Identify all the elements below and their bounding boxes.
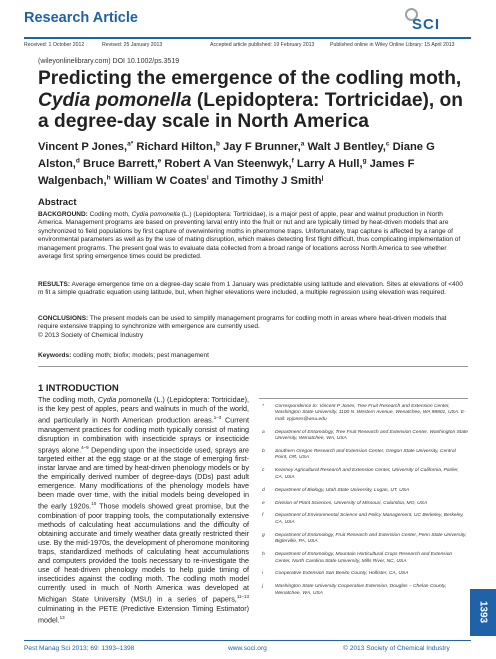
abstract-conclusions: CONCLUSIONS: The present models can be used to simplify management programs for codling moth in areas where heat-driven models that require extensive trapping to synchronize with emergence are currently used. © 2013 Society of Chemical Industry [38, 315, 447, 339]
section-divider [38, 366, 468, 367]
list-item: i Cooperative Extension San Benito County, Hollister, CA, USA [262, 571, 409, 577]
dates-row [24, 42, 471, 52]
author: Jay F Brunner,$^a$ [223, 140, 305, 153]
page-number-tab [470, 589, 496, 636]
revised-date: Revised: 25 January 2013 [102, 42, 163, 48]
author: William W Coates$^i$ [113, 174, 209, 188]
journal-citation: Pest Manag Sci 2013; 69: 1393–1398 [24, 645, 135, 652]
author-list [38, 137, 468, 189]
keywords-line: Keywords: codling moth; biofix; models; pest management [38, 352, 209, 359]
header-rule [24, 37, 471, 39]
footer-copyright: © 2013 Society of Chemical Industry [343, 645, 450, 652]
footer-rule [24, 640, 471, 641]
logo-text: SCI [412, 16, 441, 33]
author: James F Walgenbach,$^h$ [38, 157, 415, 188]
list-item: e Division of Plant Sciences, University of Missouri, Columbia, MO, USA [262, 500, 428, 506]
list-item: a Department of Entomology, Tree Fruit Research and Extension Center, Washington State University, Wenatchee, WA, USA [262, 429, 469, 442]
author: Vincent P Jones,$^{a*}$ [38, 140, 134, 153]
title-species: Cydia pomonella [38, 89, 192, 111]
list-item: j Washington State University Cooperative Extension, Douglas – Chelan County, Wenatchee, WA, USA [262, 584, 447, 596]
author: Richard Hilton,$^b$ [136, 140, 220, 153]
author: Bruce Barrett,$^e$ [83, 157, 162, 170]
abstract-heading: Abstract [38, 197, 77, 208]
list-item: g Department of Entomology, Fruit Research and Extension Center, Penn State University, Biglerville, PA, USA [262, 532, 467, 545]
section-label: Research Article [24, 10, 138, 26]
author: Walt J Bentley,$^c$ [307, 140, 390, 153]
author: and Timothy J Smith$^j$ [211, 174, 324, 188]
title-line-1: Predicting the emergence of the codling moth, [38, 68, 462, 89]
affiliation-list [262, 404, 468, 604]
list-item: * Correspondence to: Vincent P Jones, Tree Fruit Research and Extension Center, Washington State University, 1100 N. Western Avenue, Wenatchee, WA 98801, USA. E-mail: vpjones@wsu.edu [262, 404, 466, 422]
journal-url-link[interactable]: www.soci.org [228, 645, 267, 652]
sci-logo [403, 7, 465, 33]
article-title [38, 68, 468, 133]
intro-heading: 1 INTRODUCTION [38, 383, 119, 394]
intro-paragraph: The codling moth, Cydia pomonella (L.) (Lepidoptera: Tortricidae), is the key pest of apples, pears and walnuts in much of the world, and particularly in North American production areas.$^{1-3}$ Current management practices for codling moth typically consist of mating disruption in combination with insecticide sprays or insecticide sprays alone.$^{4-9}$ Depending upon the insecticide used, sprays are targeted either at the egg stage or at the stage of emerging first-instar larvae and are timed by heat-driven phenology models or by the empirically derived number of degree-days (DDs) past adult emergence. Many modifications of the phenology models have been made over time, with the initial models being developed in the early 1920s.$^{10}$ Those models showed great promise, but the combination of poor trapping tools, the computationally extensive methods of calculating heat accumulations and the difficulty of obtaining accurate and timely weather data greatly restricted their use. By the mid-1970s, the development of pheromone monitoring traps, standardized methods of calculating heat accumulations and computers provided the tools necessary to re-investigate the use of heat-driven phenology models to help guide timing of insecticides against the codling moth. The codling moth model currently used in much of North America was developed at Michigan State University (MSU) in a series of papers,$^{11-13}$ culminating in the PETE (Predictive Extension Timing Estimator) model.$^{13}$ [38, 395, 249, 625]
abstract-results: RESULTS: Average emergence time on a degree-day scale from 1 January was predictable using latitude and elevation. Sites at elevations of <400 m fit a simple quadratic equation using latitude, but, when higher elevations were included, a multiple regression using elevation was required. [38, 281, 463, 297]
abstract-background: BACKGROUND: Codling moth, Cydia pomonella (L.) (Lepidoptera: Tortricidae), is a major pest of apple, pear and walnut production in North America. Management programs are based on preventing larval entry into the fruit or nut and are typically timed by heat-driven models that are synchronized to field populations by first capture of overwintering moths in pheromone traps. Unfortunately, trap capture is affected by a range of environmental parameters as well as by the use of mating disruption, which makes detecting first flight difficult, thus complicating implementation of management programs. The present goal was to evaluate data collected from a broad range of locations across North America to see whether average first spring emergence times could be predicted. [38, 211, 461, 261]
published-date: Published online in Wiley Online Library: 15 April 2013 [330, 42, 455, 48]
title-line-2: (Lepidoptera: Tortricidae), on [191, 89, 464, 111]
author: Robert A Van Steenwyk,$^f$ [164, 157, 294, 170]
page-number: 1393 [477, 600, 489, 624]
received-date: Received: 1 October 2012 [24, 42, 85, 48]
list-item: b Southern Oregon Research and Extension Center, Oregon State University, Central Point, OR, USA [262, 449, 456, 461]
abstract-copyright: © 2013 Society of Chemical Industry [38, 331, 144, 339]
list-item: c Kearney Agricultural Research and Extension Center, University of California, Parlier, CA, USA [262, 468, 459, 480]
title-line-3: a degree-day scale in North America [38, 111, 369, 132]
accepted-date: Accepted article published: 19 February 2013 [210, 42, 315, 48]
author: Larry A Hull,$^g$ [296, 157, 367, 170]
author: Diane G Alston,$^d$ [38, 140, 435, 170]
list-item: h Department of Entomology, Mountain Horticultural Crops Research and Extension Center, North Carolina State University, Mills River, NC, USA [262, 552, 453, 564]
list-item: d Department of Biology, Utah State University, Logan, UT, USA [262, 487, 410, 493]
doi-line: (wileyonlinelibrary.com) DOI 10.1002/ps.3519 [38, 58, 180, 65]
list-item: f Department of Environmental Science and Policy Management, UC Berkeley, Berkeley, CA, USA [262, 513, 464, 525]
affiliation-rule [259, 398, 468, 399]
